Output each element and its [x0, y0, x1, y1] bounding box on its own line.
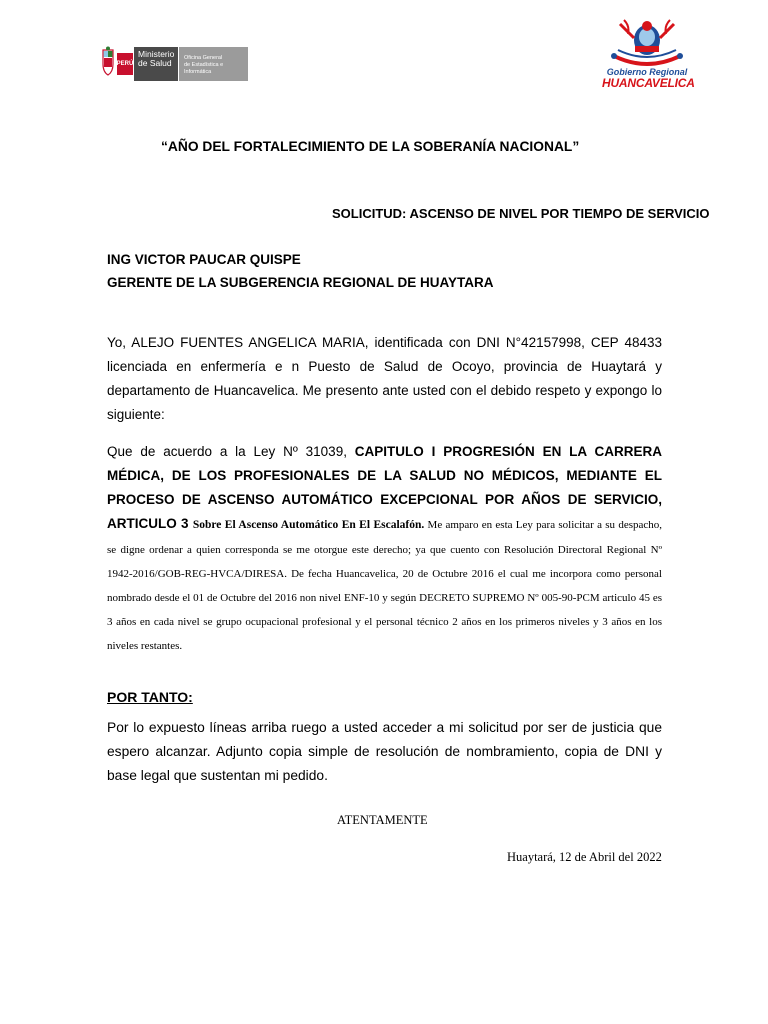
legal-basis-paragraph: Que de acuerdo a la Ley Nº 31039, CAPITULO I PROGRESIÓN EN LA CARRERA MÉDICA, DE LOS PROFESIONALES DE LA SALUD NO MÉDICOS, MEDIANTE EL PROCESO DE ASCENSO AUTOMÁTICO EXCEPCIONAL POR AÑOS DE SERVICIO, ARTICULO 3 Sobre El Ascenso Automático En El Escalafón. Me amparo en esta Ley para solicitar a su despacho, se digne ordenar a quien corresponda se me otorgue este derecho; ya que cuento con Resolución Directoral Regional Nº 1942-2016/GOB-REG-HVCA/DIRESA. De fecha Huancavelica, 20 de Octubre 2016 el cual me incorpora como personal nombrado desde el 01 de Octubre del 2016 non nivel ENF-10 y según DECRETO SUPREMO Nº 005-90-PCM articulo 45 es 3 años en cada nivel se grupo ocupacional profesional y el personal técnico 2 años en los primeros niveles y 3 años en los niveles restantes.: [107, 444, 663, 652]
ministerio-label: Ministerio de Salud: [134, 47, 178, 81]
subject-line: SOLICITUD: ASCENSO DE NIVEL POR TIEMPO DE SERVICIO: [332, 206, 710, 221]
recipient-name: ING VICTOR PAUCAR QUISPE: [107, 252, 301, 267]
por-tanto-heading: POR TANTO:: [107, 689, 193, 705]
huancavelica-label: HUANCAVELICA: [602, 76, 695, 90]
request-paragraph: Por lo expuesto líneas arriba ruego a usted acceder a mi solicitud por ser de justicia que espero alcanzar. Adjunto copia simple de resolución de nombramiento, copia de DNI y base legal que sustentan mi pedido.: [107, 720, 662, 783]
peru-coat-of-arms-icon: [100, 46, 116, 78]
year-motto: “AÑO DEL FORTALECIMIENTO DE LA SOBERANÍA NACIONAL”: [161, 139, 580, 154]
gobierno-regional-logo: [602, 16, 695, 92]
gobierno-regional-label: Gobierno Regional: [606, 67, 688, 77]
huancavelica-emblem-icon: [604, 16, 690, 68]
date-place: Huaytará, 12 de Abril del 2022: [507, 850, 662, 864]
oficina-label: Oficina General de Estadística e Informática: [179, 47, 248, 81]
intro-paragraph: Yo, ALEJO FUENTES ANGELICA MARIA, identificada con DNI N°42157998, CEP 48433 licenciada en enfermería e n Puesto de Salud de Ocoyo, provincia de Huaytará y departamento de Huancavelica. Me presento ante usted con el debido respeto y expongo lo siguiente:: [107, 335, 662, 422]
recipient-title: GERENTE DE LA SUBGERENCIA REGIONAL DE HUAYTARA: [107, 275, 494, 290]
peru-label: PERÚ: [117, 53, 133, 75]
closing: ATENTAMENTE: [337, 813, 428, 827]
minsa-logo: [100, 44, 248, 81]
